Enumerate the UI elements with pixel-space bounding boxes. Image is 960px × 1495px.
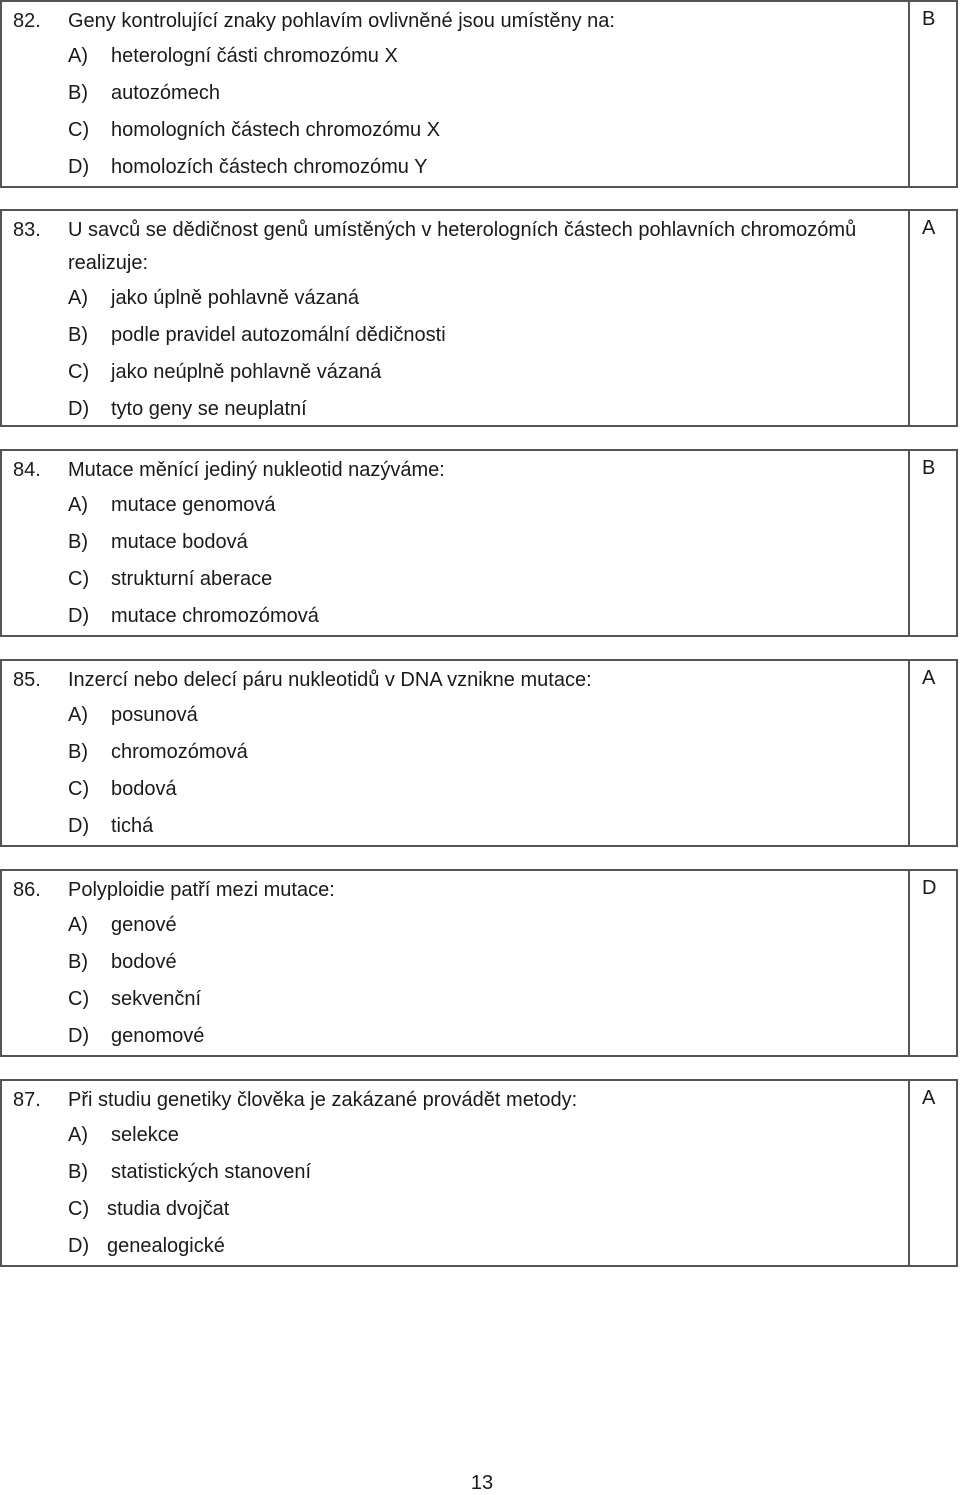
option-text: chromozómová [111, 741, 248, 763]
option-text: autozómech [111, 82, 220, 104]
option-letter: A) [68, 1124, 88, 1146]
question-87 [0, 1079, 958, 1267]
option-letter: D) [68, 815, 90, 837]
option-text: mutace genomová [111, 494, 276, 516]
option-c [2, 1191, 908, 1228]
option-letter: C) [68, 119, 90, 141]
question-84 [0, 449, 958, 637]
option-text: sekvenční [111, 988, 202, 1010]
option-text: strukturní aberace [111, 568, 273, 590]
option-text: genové [111, 914, 177, 936]
option-text: selekce [111, 1124, 179, 1146]
option-text: bodová [111, 778, 177, 800]
option-text: tichá [111, 815, 154, 837]
answer-key: B [922, 457, 936, 479]
option-letter: B) [68, 324, 88, 346]
question-body [2, 451, 910, 635]
answer-key: A [922, 667, 936, 689]
option-text: genealogické [107, 1235, 225, 1257]
option-letter: B) [68, 531, 88, 553]
option-b [2, 317, 908, 354]
question-stem [2, 1084, 908, 1117]
option-letter: A) [68, 914, 88, 936]
answer-key: D [922, 877, 937, 899]
option-letter: D) [68, 398, 90, 420]
option-text: genomové [111, 1025, 205, 1047]
question-stem [2, 874, 908, 907]
option-text: studia dvojčat [107, 1198, 230, 1220]
option-text: homologních částech chromozómu X [111, 119, 441, 141]
question-body [2, 871, 910, 1055]
question-text: U savců se dědičnost genů umístěných v heterologních částech pohlavních chromozómů realizuje: [68, 219, 857, 274]
option-letter: A) [68, 704, 88, 726]
option-letter: D) [68, 605, 90, 627]
option-a [2, 1117, 908, 1154]
answer-key: A [922, 217, 936, 239]
answer-key: A [922, 1087, 936, 1109]
option-letter: B) [68, 951, 88, 973]
question-stem [2, 664, 908, 697]
option-c [2, 771, 908, 808]
question-stem [2, 5, 908, 38]
option-text: posunová [111, 704, 198, 726]
option-a [2, 38, 908, 75]
option-c [2, 561, 908, 598]
option-letter: D) [68, 1235, 90, 1257]
option-text: statistických stanovení [111, 1161, 312, 1183]
question-text: Při studiu genetiky člověka je zakázané provádět metody: [68, 1089, 578, 1111]
option-c [2, 354, 908, 391]
question-stem [2, 214, 908, 280]
option-d [2, 598, 908, 635]
question-83 [0, 209, 958, 427]
option-a [2, 487, 908, 524]
option-letter: B) [68, 741, 88, 763]
option-letter: D) [68, 1025, 90, 1047]
question-text: Inzercí nebo delecí páru nukleotidů v DNA vznikne mutace: [68, 669, 592, 691]
option-text: homolozích částech chromozómu Y [111, 156, 428, 178]
answer-key: B [922, 8, 936, 30]
option-d [2, 808, 908, 845]
option-letter: B) [68, 1161, 88, 1183]
question-text: Polyploidie patří mezi mutace: [68, 879, 335, 901]
option-a [2, 280, 908, 317]
option-d [2, 149, 908, 186]
question-stem [2, 454, 908, 487]
option-a [2, 697, 908, 734]
question-number: 87. [13, 1089, 41, 1111]
question-number: 85. [13, 669, 41, 691]
option-text: bodové [111, 951, 177, 973]
option-d [2, 391, 908, 428]
question-number: 82. [13, 10, 41, 32]
option-text: heterologní části chromozómu X [111, 45, 398, 67]
question-text: Mutace měnící jediný nukleotid nazýváme: [68, 459, 445, 481]
option-letter: B) [68, 82, 88, 104]
option-d [2, 1018, 908, 1055]
option-letter: C) [68, 1198, 90, 1220]
option-letter: A) [68, 287, 88, 309]
option-d [2, 1228, 908, 1265]
option-text: podle pravidel autozomální dědičnosti [111, 324, 446, 346]
option-b [2, 944, 908, 981]
question-body [2, 2, 910, 186]
option-text: tyto geny se neuplatní [111, 398, 307, 420]
question-text: Geny kontrolující znaky pohlavím ovlivněné jsou umístěny na: [68, 10, 615, 32]
option-text: jako úplně pohlavně vázaná [111, 287, 359, 309]
question-body [2, 1081, 910, 1265]
option-letter: C) [68, 988, 90, 1010]
question-body [2, 661, 910, 845]
option-letter: A) [68, 494, 88, 516]
option-b [2, 734, 908, 771]
option-a [2, 907, 908, 944]
option-letter: C) [68, 778, 90, 800]
question-82 [0, 0, 958, 188]
option-b [2, 524, 908, 561]
option-b [2, 75, 908, 112]
question-number: 86. [13, 879, 41, 901]
option-b [2, 1154, 908, 1191]
option-c [2, 981, 908, 1018]
option-letter: C) [68, 568, 90, 590]
question-body [2, 211, 910, 425]
question-number: 84. [13, 459, 41, 481]
question-86 [0, 869, 958, 1057]
option-c [2, 112, 908, 149]
option-letter: D) [68, 156, 90, 178]
question-85 [0, 659, 958, 847]
option-text: mutace chromozómová [111, 605, 319, 627]
option-letter: C) [68, 361, 90, 383]
question-number: 83. [13, 219, 41, 241]
page-number: 13 [470, 1472, 494, 1494]
option-letter: A) [68, 45, 88, 67]
option-text: jako neúplně pohlavně vázaná [111, 361, 382, 383]
option-text: mutace bodová [111, 531, 248, 553]
